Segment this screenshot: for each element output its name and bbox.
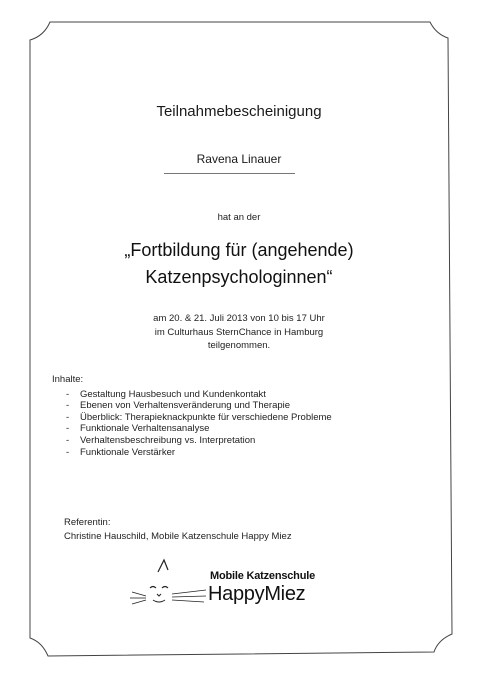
date-line: am 20. & 21. Juli 2013 von 10 bis 17 Uhr bbox=[153, 313, 325, 324]
contents-section bbox=[52, 374, 332, 458]
logo-title: Mobile Katzenschule bbox=[210, 570, 315, 582]
list-item-text: Gestaltung Hausbesuch und Kundenkontakt bbox=[80, 388, 266, 400]
list-item bbox=[52, 447, 332, 459]
course-title bbox=[0, 237, 478, 291]
list-item-text: Ebenen von Verhaltensveränderung und Therapie bbox=[80, 400, 291, 412]
school-logo bbox=[128, 558, 328, 620]
referent-section bbox=[64, 516, 292, 544]
contents-list bbox=[52, 389, 332, 459]
list-item bbox=[52, 412, 332, 424]
list-item-text: Überblick: Therapieknackpunkte für verschiedene Probleme bbox=[80, 411, 332, 423]
list-item-text: Funktionale Verstärker bbox=[80, 446, 176, 458]
participant-name: Ravena Linauer bbox=[196, 152, 282, 166]
list-item bbox=[52, 389, 332, 401]
referent-label: Referentin: bbox=[64, 517, 111, 528]
course-details bbox=[0, 312, 478, 353]
contents-heading: Inhalte: bbox=[52, 374, 84, 385]
cat-icon bbox=[128, 558, 208, 620]
bullet-dash: - bbox=[66, 434, 70, 446]
bullet-dash: - bbox=[66, 388, 70, 400]
bullet-dash: - bbox=[66, 400, 70, 412]
list-item-text: Verhaltensbeschreibung vs. Interpretation bbox=[80, 434, 256, 446]
list-item-text: Funktionale Verhaltensanalyse bbox=[80, 423, 210, 435]
referent-name: Christine Hauschild, Mobile Katzenschule Happy Miez bbox=[64, 531, 292, 542]
logo-wordmark: HappyMiez bbox=[208, 583, 306, 605]
course-title-line1: „Fortbildung für (angehende) bbox=[124, 240, 354, 260]
bullet-dash: - bbox=[66, 446, 70, 458]
list-item bbox=[52, 400, 332, 412]
list-item bbox=[52, 435, 332, 447]
bullet-dash: - bbox=[66, 411, 70, 423]
name-underline bbox=[164, 173, 295, 174]
intro-text: hat an der bbox=[217, 212, 261, 223]
closing-line: teilgenommen. bbox=[207, 340, 271, 351]
course-title-line2: Katzenpsychologinnen“ bbox=[145, 267, 333, 287]
bullet-dash: - bbox=[66, 423, 70, 435]
certificate-title: Teilnahmebescheinigung bbox=[156, 103, 322, 120]
list-item bbox=[52, 423, 332, 435]
location-line: im Culturhaus SternChance in Hamburg bbox=[154, 326, 324, 338]
